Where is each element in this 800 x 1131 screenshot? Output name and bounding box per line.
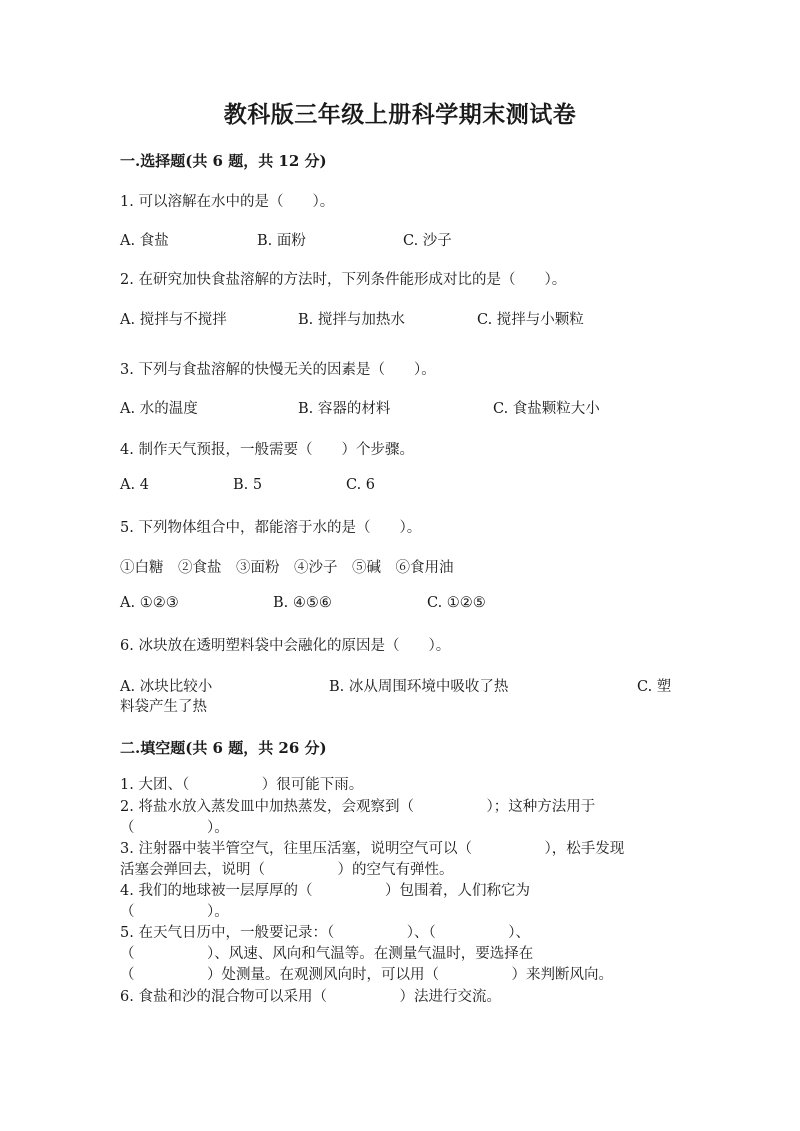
- fill-line: （ ）。: [120, 904, 229, 920]
- question-3-option-b: B. 容器的材料: [298, 401, 391, 417]
- question-4-option-c: C. 6: [346, 477, 376, 493]
- question-5-items: ①白糖 ②食盐 ③面粉 ④沙子 ⑤碱 ⑥食用油: [120, 560, 454, 576]
- fill-line: （ ）、风速、风向和气温等。在测量气温时，要选择在: [120, 946, 534, 962]
- section-heading-choice: 一.选择题(共 6 题，共 12 分): [120, 152, 327, 170]
- fill-line: 活塞会弹回去，说明（ ）的空气有弹性。: [120, 862, 454, 878]
- question-6-option-a: A. 冰块比较小: [120, 679, 213, 695]
- question-1-option-a: A. 食盐: [120, 233, 169, 249]
- question-5-option-a: A. ①②③: [120, 595, 179, 611]
- question-5-stem: 5. 下列物体组合中，都能溶于水的是（ ）。: [120, 520, 422, 536]
- question-3-option-a: A. 水的温度: [120, 401, 198, 417]
- question-2-option-a: A. 搅拌与不搅拌: [120, 312, 227, 328]
- page-title: 教科版三年级上册科学期末测试卷: [223, 101, 577, 128]
- question-1-option-c: C. 沙子: [403, 233, 452, 249]
- question-2-option-c: C. 搅拌与小颗粒: [477, 312, 584, 328]
- fill-line: 4. 我们的地球被一层厚厚的（ ）包围着，人们称它为: [120, 883, 530, 899]
- question-2-option-b: B. 搅拌与加热水: [298, 312, 405, 328]
- question-1-option-b: B. 面粉: [257, 233, 306, 249]
- question-3-stem: 3. 下列与食盐溶解的快慢无关的因素是（ ）。: [120, 362, 436, 378]
- question-1-stem: 1. 可以溶解在水中的是（ ）。: [120, 194, 335, 210]
- question-6-option-b: B. 冰从周围环境中吸收了热: [329, 679, 509, 695]
- question-5-option-c: C. ①②⑤: [427, 595, 486, 611]
- question-2-stem: 2. 在研究加快食盐溶解的方法时，下列条件能形成对比的是（ ）。: [120, 272, 567, 288]
- question-6-option-c-wrap: 料袋产生了热: [120, 699, 207, 715]
- fill-line: 3. 注射器中装半管空气，往里压活塞，说明空气可以（ ），松手发现: [120, 841, 625, 857]
- fill-line: 5. 在天气日历中，一般要记录：（ ）、（ ）、: [120, 925, 530, 941]
- fill-line: 1. 大团、（ ）很可能下雨。: [120, 777, 364, 793]
- question-6-stem: 6. 冰块放在透明塑料袋中会融化的原因是（ ）。: [120, 638, 451, 654]
- fill-line: （ ）处测量。在观测风向时，可以用（ ）来判断风向。: [120, 967, 613, 983]
- question-4-option-a: A. 4: [120, 477, 149, 493]
- question-4-stem: 4. 制作天气预报，一般需要（ ）个步骤。: [120, 442, 414, 458]
- question-5-option-b: B. ④⑤⑥: [273, 595, 332, 611]
- fill-line: （ ）。: [120, 820, 229, 836]
- question-6-option-c: C. 塑: [637, 679, 672, 695]
- fill-line: 6. 食盐和沙的混合物可以采用（ ）法进行交流。: [120, 989, 501, 1005]
- question-3-option-c: C. 食盐颗粒大小: [493, 401, 600, 417]
- question-4-option-b: B. 5: [233, 477, 263, 493]
- fill-line: 2. 将盐水放入蒸发皿中加热蒸发，会观察到（ ）；这种方法用于: [120, 799, 596, 815]
- section-heading-fill: 二.填空题(共 6 题，共 26 分): [120, 739, 327, 757]
